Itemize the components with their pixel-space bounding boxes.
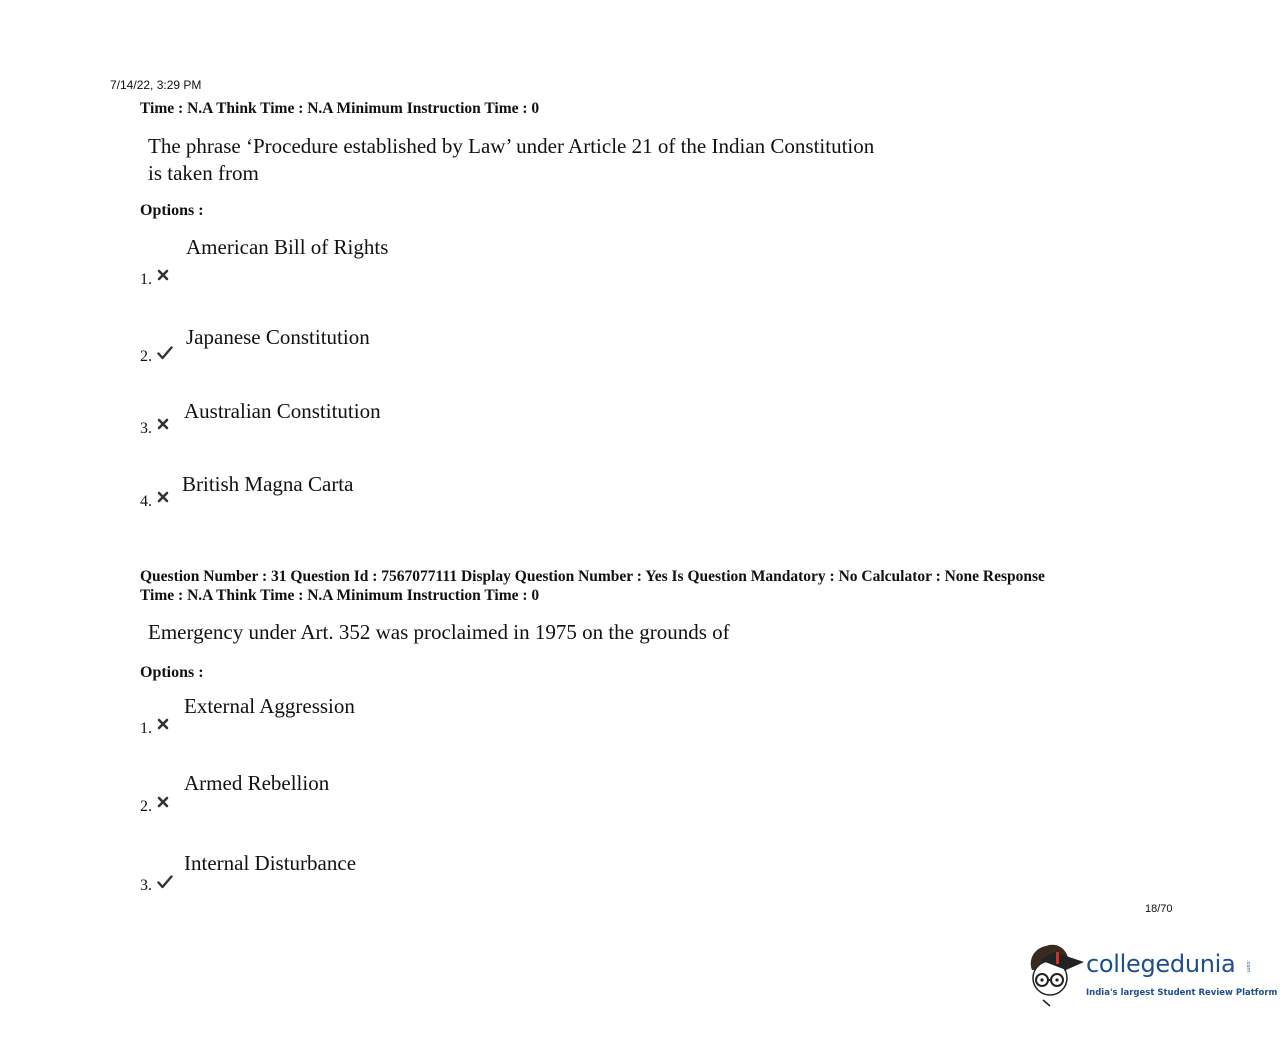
q30-option-3: [140, 420, 171, 438]
cross-icon: [157, 718, 171, 732]
check-icon: [157, 346, 171, 360]
q30-meta-line: Time : N.A Think Time : N.A Minimum Instruction Time : 0: [140, 100, 540, 117]
mascot-icon: [1026, 940, 1086, 1010]
q30-option-2-text: Japanese Constitution: [186, 325, 370, 349]
q30-option-2: [140, 348, 171, 366]
check-icon: [157, 875, 171, 889]
q30-options-label: Options :: [140, 202, 204, 219]
collegedunia-logo: [1026, 940, 1278, 1010]
q30-option-4-text: British Magna Carta: [182, 472, 354, 496]
option-number: 1.: [140, 720, 152, 737]
option-number: 2.: [140, 348, 152, 365]
option-number: 3.: [140, 877, 152, 894]
logo-tagline: India's largest Student Review Platform: [1086, 988, 1278, 998]
q31-option-2: [140, 798, 171, 816]
print-timestamp: 7/14/22, 3:29 PM: [110, 78, 202, 92]
q30-option-3-text: Australian Constitution: [184, 399, 381, 423]
q31-meta-line-2: Time : N.A Think Time : N.A Minimum Instruction Time : 0: [140, 587, 540, 604]
q30-option-1-text: American Bill of Rights: [186, 235, 389, 259]
q30-question-line-2: is taken from: [148, 161, 259, 185]
q31-option-1-text: External Aggression: [184, 694, 355, 718]
page-number: 18/70: [1145, 903, 1173, 915]
logo-dotcom: .com: [1245, 960, 1251, 973]
q31-option-3-text: Internal Disturbance: [184, 851, 357, 875]
q31-options-label: Options :: [140, 664, 204, 681]
option-number: 2.: [140, 798, 152, 815]
option-number: 4.: [140, 493, 152, 510]
q31-meta-line-1: Question Number : 31 Question Id : 7567077111 Display Question Number : Yes Is Question Mandatory : No Calculator : None Response: [140, 568, 1045, 585]
q31-option-1: [140, 720, 171, 738]
option-number: 3.: [140, 420, 152, 437]
cross-icon: [157, 491, 171, 505]
cross-icon: [157, 269, 171, 283]
cross-icon: [157, 796, 171, 810]
q31-question-line-1: Emergency under Art. 352 was proclaimed in 1975 on the grounds of: [148, 620, 730, 644]
logo-wordmark: collegedunia: [1086, 950, 1236, 978]
q31-option-3: [140, 877, 171, 895]
cross-icon: [157, 418, 171, 432]
q30-option-4: [140, 493, 171, 511]
q31-option-2-text: Armed Rebellion: [184, 771, 330, 795]
q30-option-1: [140, 271, 171, 289]
q30-question-line-1: The phrase ‘Procedure established by Law’ under Article 21 of the Indian Constitution: [148, 134, 875, 158]
option-number: 1.: [140, 271, 152, 288]
